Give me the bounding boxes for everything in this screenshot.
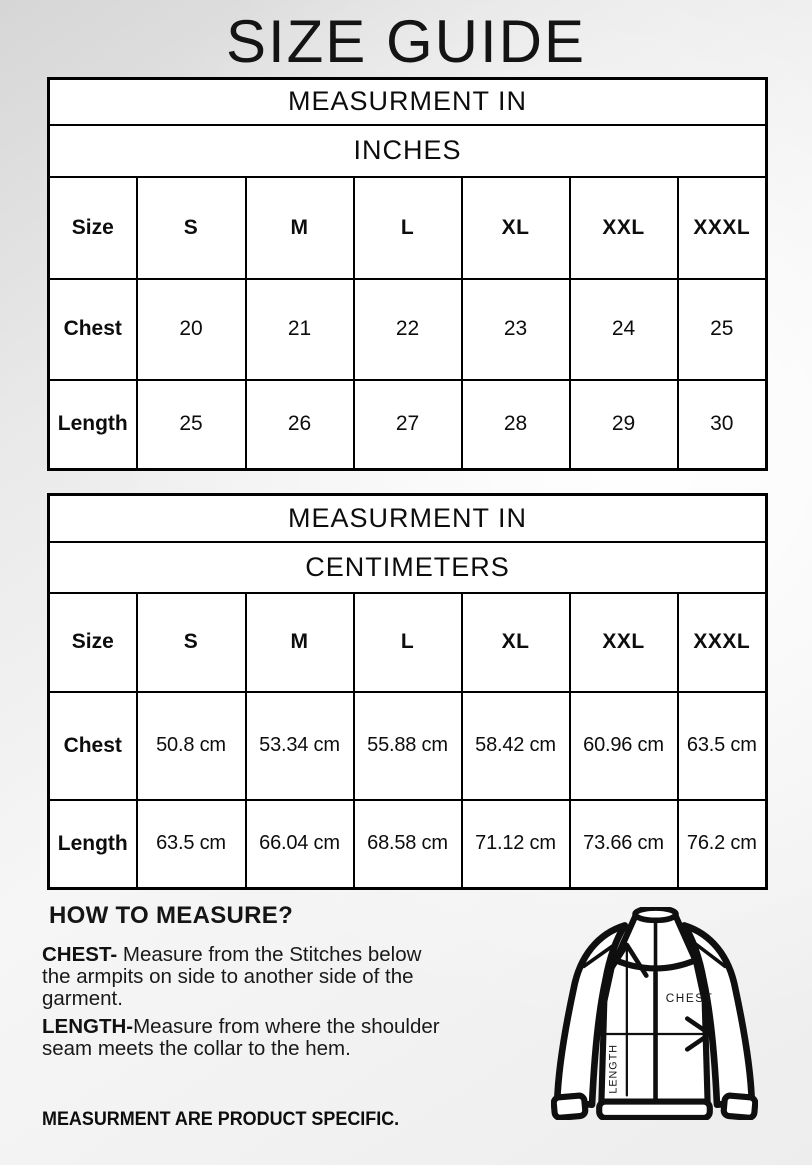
length-row xyxy=(49,800,767,889)
table-cell: 25 xyxy=(137,380,246,470)
length-row xyxy=(49,380,767,470)
jacket-right-cuff xyxy=(723,1095,755,1118)
measurement-in-header: MEASURMENT IN xyxy=(49,79,767,125)
row-label-chest: Chest xyxy=(49,692,137,800)
centimeters-table xyxy=(47,493,768,890)
column-header-xl: XL xyxy=(462,593,570,692)
size-columns-row xyxy=(49,593,767,692)
table-cell: 22 xyxy=(354,279,462,380)
chest-instruction-text: Measure from the Stitches below the armpits on side to another side of the garment. xyxy=(42,943,422,1010)
table-cell: 23 xyxy=(462,279,570,380)
chest-instruction xyxy=(42,944,447,1010)
chest-diagram-label: CHEST xyxy=(665,992,714,1006)
table-cell: 63.5 cm xyxy=(137,800,246,889)
table-cell: 73.66 cm xyxy=(570,800,678,889)
column-header-m: M xyxy=(246,177,354,279)
unit-inches-header: INCHES xyxy=(49,125,767,177)
table-cell: 68.58 cm xyxy=(354,800,462,889)
column-header-xl: XL xyxy=(462,177,570,279)
table-cell: 66.04 cm xyxy=(246,800,354,889)
length-instruction-label: LENGTH- xyxy=(42,1015,134,1038)
column-header-s: S xyxy=(137,177,246,279)
length-diagram-label: LENGTH xyxy=(607,1043,620,1094)
table-cell: 27 xyxy=(354,380,462,470)
column-header-xxxl: XXXL xyxy=(678,177,767,279)
table-unit-row xyxy=(49,125,767,177)
length-instruction xyxy=(42,1016,447,1060)
table-cell: 21 xyxy=(246,279,354,380)
table-cell: 24 xyxy=(570,279,678,380)
table-cell: 76.2 cm xyxy=(678,800,767,889)
jacket-left-cuff xyxy=(553,1095,585,1118)
jacket-collar-opening xyxy=(635,908,676,920)
column-header-l: L xyxy=(354,177,462,279)
table-cell: 20 xyxy=(137,279,246,380)
column-header-l: L xyxy=(354,593,462,692)
column-header-size: Size xyxy=(49,593,137,692)
table-cell: 28 xyxy=(462,380,570,470)
column-header-m: M xyxy=(246,593,354,692)
table-header-row xyxy=(49,79,767,125)
chest-instruction-label: CHEST- xyxy=(42,943,118,966)
chest-row xyxy=(49,692,767,800)
table-header-row xyxy=(49,495,767,542)
column-header-xxl: XXL xyxy=(570,593,678,692)
unit-centimeters-header: CENTIMETERS xyxy=(49,542,767,593)
page-title: SIZE GUIDE xyxy=(225,8,587,75)
table-cell: 29 xyxy=(570,380,678,470)
row-label-chest: Chest xyxy=(49,279,137,380)
table-cell: 63.5 cm xyxy=(678,692,767,800)
product-specific-note: MEASURMENT ARE PRODUCT SPECIFIC. xyxy=(42,1108,400,1130)
table-unit-row xyxy=(49,542,767,593)
inches-table xyxy=(47,77,768,471)
table-cell: 71.12 cm xyxy=(462,800,570,889)
how-to-measure-heading: HOW TO MEASURE? xyxy=(49,902,294,929)
table-cell: 26 xyxy=(246,380,354,470)
table-cell: 58.42 cm xyxy=(462,692,570,800)
table-cell: 50.8 cm xyxy=(137,692,246,800)
column-header-s: S xyxy=(137,593,246,692)
table-cell: 25 xyxy=(678,279,767,380)
measurement-in-header: MEASURMENT IN xyxy=(49,495,767,542)
table-cell: 30 xyxy=(678,380,767,470)
table-cell: 60.96 cm xyxy=(570,692,678,800)
row-label-length: Length xyxy=(49,800,137,889)
size-columns-row xyxy=(49,177,767,279)
table-cell: 55.88 cm xyxy=(354,692,462,800)
row-label-length: Length xyxy=(49,380,137,470)
jacket-diagram xyxy=(551,907,758,1120)
jacket-hem xyxy=(599,1102,710,1118)
column-header-xxxl: XXXL xyxy=(678,593,767,692)
column-header-size: Size xyxy=(49,177,137,279)
table-cell: 53.34 cm xyxy=(246,692,354,800)
length-instruction-text: Measure from where the shoulder seam meets the collar to the hem. xyxy=(42,1015,440,1060)
chest-row xyxy=(49,279,767,380)
column-header-xxl: XXL xyxy=(570,177,678,279)
